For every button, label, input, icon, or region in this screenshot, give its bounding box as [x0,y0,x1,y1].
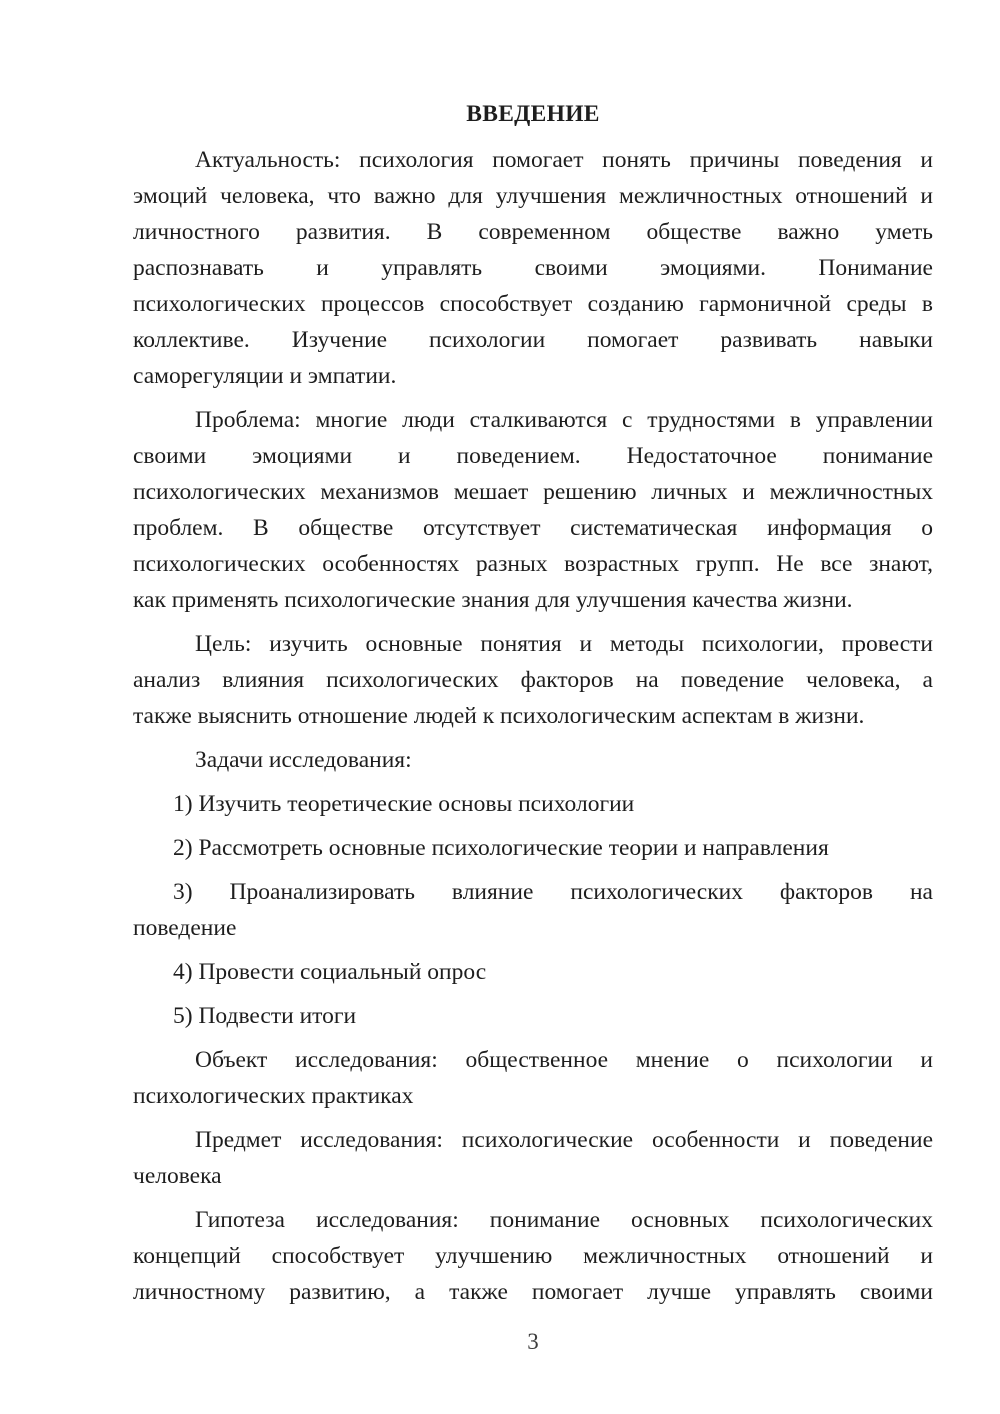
text-line: проблем. В обществе отсутствует систематическая информация о [133,515,933,541]
text-line: 2) Рассмотреть основные психологические теории и направления [173,835,829,861]
text-line: коллективе. Изучение психологии помогает развивать навыки [133,327,933,353]
text-line: 1) Изучить теоретические основы психологии [173,791,635,817]
text-line: Предмет исследования: психологические особенности и поведение [195,1127,933,1153]
paragraph [133,626,933,734]
document-blocks [133,142,933,1310]
paragraph [133,142,933,394]
text-line: психологических процессов способствует созданию гармоничной среды в [133,291,933,317]
text-line: 3) Проанализировать влияние психологических факторов на [173,879,933,905]
text-line: саморегуляции и эмпатии. [133,363,397,389]
paragraph [133,402,933,618]
text-line: психологических практиках [133,1083,414,1109]
page-number: 3 [527,1329,539,1354]
text-line: Цель: изучить основные понятия и методы психологии, провести [195,631,933,657]
list-item [133,954,933,990]
paragraph [133,742,933,778]
text-line: своими эмоциями и поведением. Недостаточное понимание [133,443,933,469]
text-line: Актуальность: психология помогает понять причины поведения и [195,147,933,173]
text-line: личностному развитию, а также помогает лучше управлять своими [133,1279,933,1305]
text-line: эмоций человека, что важно для улучшения межличностных отношений и [133,183,933,209]
list-item [133,830,933,866]
paragraph [133,1122,933,1194]
text-line: Проблема: многие люди сталкиваются с трудностями в управлении [195,407,933,433]
text-line: Задачи исследования: [195,747,412,773]
text-line: анализ влияния психологических факторов на поведение человека, а [133,667,933,693]
text-line: Объект исследования: общественное мнение о психологии и [195,1047,933,1073]
paragraph [133,1042,933,1114]
text-line: личностного развития. В современном обществе важно уметь [133,219,933,245]
list-item [133,874,933,946]
document-title: ВВЕДЕНИЕ [466,101,600,127]
text-line: также выяснить отношение людей к психологическим аспектам в жизни. [133,703,865,729]
paragraph [133,1202,933,1310]
text-line: Гипотеза исследования: понимание основных психологических [195,1207,933,1233]
list-item [133,998,933,1034]
text-line: распознавать и управлять своими эмоциями. Понимание [133,255,933,281]
text-line: психологических особенностях разных возрастных групп. Не все знают, [133,551,933,577]
text-line: концепций способствует улучшению межличностных отношений и [133,1243,933,1269]
list-item [133,786,933,822]
text-line: 5) Подвести итоги [173,1003,357,1029]
text-line: человека [133,1163,222,1189]
text-line: психологических механизмов мешает решению личных и межличностных [133,479,933,505]
document-content [133,96,933,1360]
text-line: поведение [133,915,237,941]
text-line: как применять психологические знания для улучшения качества жизни. [133,587,853,613]
text-line: 4) Провести социальный опрос [173,959,487,985]
